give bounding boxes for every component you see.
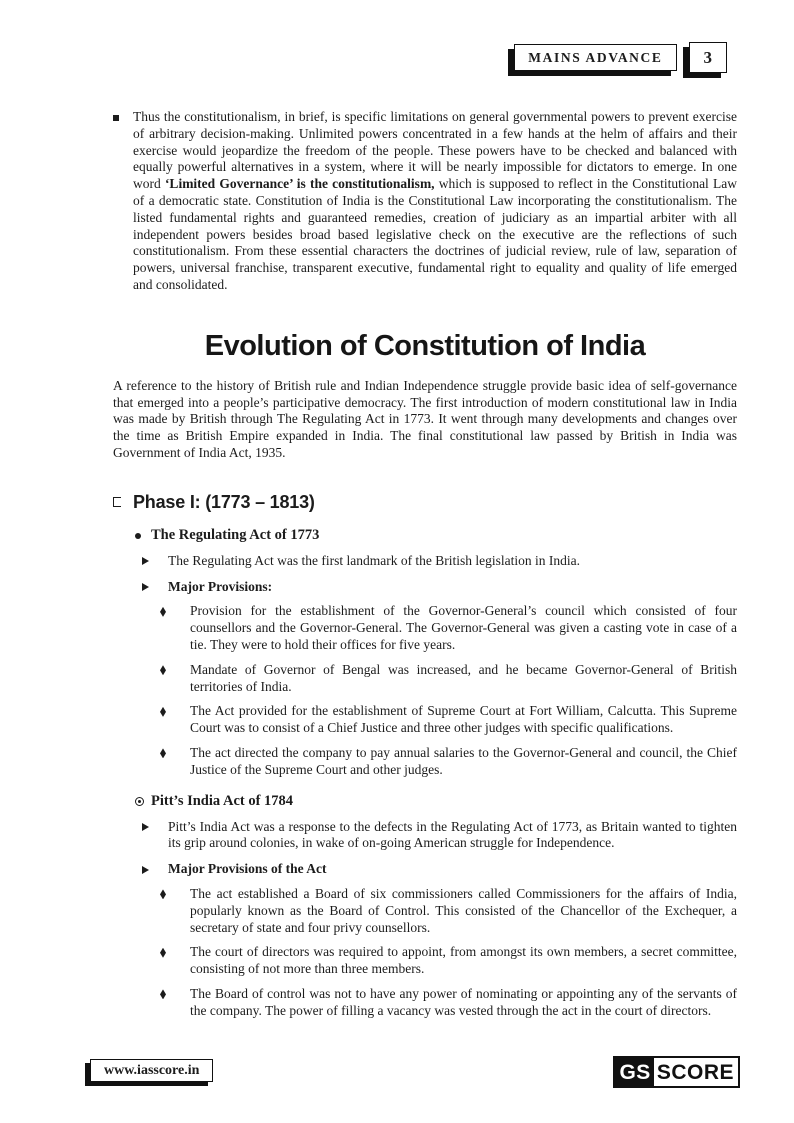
list-item xyxy=(160,662,737,696)
page-title: Evolution of Constitution of India xyxy=(204,329,646,362)
star-bullet-icon xyxy=(160,948,166,958)
page-header xyxy=(0,0,794,73)
page-number: 3 xyxy=(689,42,728,73)
gsscore-logo-score: SCORE xyxy=(654,1058,738,1086)
intro-paragraph xyxy=(113,109,737,294)
phase-heading-text: Phase I: (1773 – 1813) xyxy=(133,491,315,512)
section-title: The Regulating Act of 1773 xyxy=(151,526,320,543)
star-bullet-icon xyxy=(160,665,166,675)
list-item-text: Mandate of Governor of Bengal was increased, and he became Governor-General of British territories of India. xyxy=(190,661,737,694)
intro-paragraph-text xyxy=(133,109,737,294)
list-item xyxy=(160,886,737,936)
star-bullet-icon xyxy=(160,889,166,899)
list-item xyxy=(160,603,737,653)
gsscore-logo-gs: GS xyxy=(615,1058,653,1086)
list-item-text: The Board of control was not to have any power of nominating or appointing any of the servants of the company. The power of filling a vacancy was vested through the act in the court of directors. xyxy=(190,985,737,1018)
section-regulating-act xyxy=(113,527,737,779)
intro-text-post: which is supposed to reflect in the Constitutional Law of a democratic state. Constitution of India is the Constitutional Law incorporating the constitutionalism. The listed fundamental rights and guaranteed remedies, creation of judiciary as an impartial arbiter with all independent powers besides broad based legislative check on the executive are the reflections of such constitutionalism. From these essential characters the doctrines of judicial review, rule of law, separation of powers, universal franchise, transparent executive, fundamental right to equality and quality of life emerged and consolidated. xyxy=(133,176,737,292)
dot-bullet-icon xyxy=(135,533,141,539)
arrow-bullet-icon xyxy=(142,557,149,565)
star-bullet-icon xyxy=(160,748,166,758)
phase-heading xyxy=(113,492,737,513)
list-item-text: Major Provisions of the Act xyxy=(168,861,327,877)
page-content xyxy=(0,109,794,1019)
list-item-text: The act directed the company to pay annual salaries to the Governor-General and council, the Chief Justice of the Supreme Court and other judges. xyxy=(190,744,737,777)
arrow-bullet-icon xyxy=(142,866,149,874)
list-item xyxy=(160,944,737,978)
section-pitts-india-act xyxy=(113,793,737,1020)
list-item-text: Pitt’s India Act was a response to the defects in the Regulating Act of 1773, as Britain wanted to tighten its grip around colonies, in wake of on-going American struggle for Independence. xyxy=(168,818,737,851)
star-bullet-icon xyxy=(160,607,166,617)
section-title-row xyxy=(135,793,737,810)
open-square-bullet-icon xyxy=(113,497,121,507)
section-title-row xyxy=(135,527,737,544)
list-item xyxy=(160,986,737,1020)
intro-text-pre: Thus the constitutionalism, in brief, is specific limitations on general governmental powers to prevent exercise of arbitrary decision-making. Unlimited powers concentrated in a few hands at the helm of affairs and their exercise would jeopardize the freedom of the people. These powers have to be checked and balanced with equally powerful alternatives in a system, where it will be nearly impossible for dictators to emerge. In one word xyxy=(133,109,737,192)
gsscore-logo xyxy=(613,1056,740,1088)
circled-dot-bullet-icon xyxy=(135,797,144,806)
list-item-text: The Regulating Act was the first landmark of the British legislation in India. xyxy=(168,552,581,568)
lead-paragraph: A reference to the history of British rule and Indian Independence struggle provide basic idea of self-governance that emerged into a people’s participative democracy. The first introduction of modern constitutional law in India was made by British through The Regulating Act in 1773. It went through many developments and changes over the time as British Empire expanded in India. The final constitutional law passed by British in India was Government of India Act, 1935. xyxy=(113,377,737,460)
arrow-bullet-icon xyxy=(142,583,149,591)
list-item xyxy=(142,579,737,596)
list-item-text: Major Provisions: xyxy=(168,578,273,594)
list-item-text: The court of directors was required to appoint, from amongst its own members, a secret committee, consisting of not more than three members. xyxy=(190,944,737,977)
list-item xyxy=(160,703,737,737)
list-item-text: Provision for the establishment of the Governor-General’s council which consisted of four counsellors and the Governor-General. The Governor-General was given a casting vote in case of a tie. They were to hold their offices for five years. xyxy=(190,603,737,652)
list-item-text: The act established a Board of six commissioners called Commissioners for the affairs of India, popularly known as the Board of Control. This consisted of the Chancellor of the Exchequer, a secretary of state and four privy counsellors. xyxy=(190,885,737,935)
star-bullet-icon xyxy=(160,989,166,999)
mains-advance-badge: MAINS ADVANCE xyxy=(514,44,676,71)
section-title: Pitt’s India Act of 1784 xyxy=(151,792,294,809)
list-item xyxy=(142,861,737,878)
list-item xyxy=(142,553,737,570)
list-item xyxy=(160,745,737,779)
footer-website-box: www.iasscore.in xyxy=(90,1059,213,1082)
square-bullet-icon xyxy=(113,115,119,121)
arrow-bullet-icon xyxy=(142,823,149,831)
star-bullet-icon xyxy=(160,707,166,717)
intro-text-bold: ‘Limited Governance’ is the constitutionalism, xyxy=(164,176,435,192)
list-item-text: The Act provided for the establishment of Supreme Court at Fort William, Calcutta. This Supreme Court was to consist of a Chief Justice and three other judges with specific qualifications. xyxy=(190,703,737,736)
list-item xyxy=(142,819,737,853)
